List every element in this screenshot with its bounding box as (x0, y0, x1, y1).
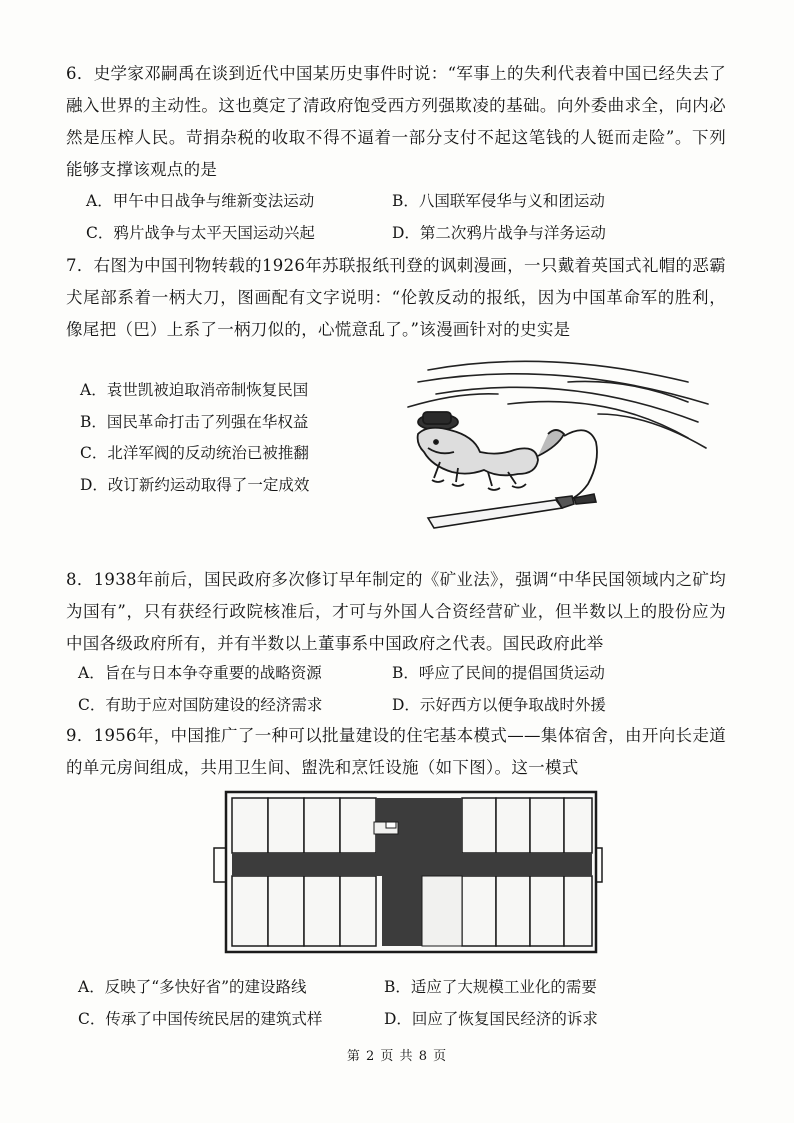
question-8-option-d: D．示好西方以便争取战时外援 (392, 696, 606, 714)
question-6-option-d: D．第二次鸦片战争与洋务运动 (392, 224, 606, 242)
question-8-option-a: A．旨在与日本争夺重要的战略资源 (78, 664, 322, 682)
question-7-option-a: A．袁世凯被迫取消帝制恢复民国 (80, 381, 309, 399)
question-9-option-c: C．传承了中国传统民居的建筑式样 (78, 1010, 323, 1028)
question-7-option-b: B．国民革命打击了列强在华权益 (80, 413, 309, 431)
question-9-option-a: A．反映了“多快好省”的建设路线 (78, 978, 307, 996)
dormitory-floor-plan (210, 788, 604, 964)
question-6-option-c: C．鸦片战争与太平天国运动兴起 (86, 224, 315, 242)
question-9-option-b: B．适应了大规模工业化的需要 (384, 978, 597, 996)
question-9-text: 9．1956年，中国推广了一种可以批量建设的住宅基本模式——集体宿舍，由开向长走道的单元房间组成，共用卫生间、盥洗和烹饪设施（如下图）。这一模式 (66, 726, 726, 777)
question-7-text: 7．右图为中国刊物转载的1926年苏联报纸刊登的讽刺漫画，一只戴着英国式礼帽的恶霸犬尾部系着一柄大刀，图画配有文字说明：“伦敦反动的报纸，因为中国革命军的胜利，像尾把（巴）上系了一柄刀似的，心慌意乱了。”该漫画针对的史实是 (66, 256, 726, 339)
question-7-option-d: D．改订新约运动取得了一定成效 (80, 476, 310, 494)
question-9-option-d: D．回应了恢复国民经济的诉求 (384, 1010, 598, 1028)
question-8-option-b: B．呼应了民间的提倡国货运动 (392, 664, 605, 682)
cartoon-illustration (388, 352, 728, 552)
question-6-text: 6．史学家邓嗣禹在谈到近代中国某历史事件时说：“军事上的失利代表着中国已经失去了融入世界的主动性。这也奠定了清政府饱受西方列强欺凌的基础。向外委曲求全，向内必然是压榨人民。苛捐杂税的收取不得不逼着一部分支付不起这笔钱的人铤而走险”。下列能够支撑该观点的是 (66, 64, 726, 179)
question-6-option-b: B．八国联军侵华与义和团运动 (392, 192, 605, 210)
question-8-text: 8．1938年前后，国民政府多次修订早年制定的《矿业法》，强调“中华民国领域内之矿均为国有”，只有获经行政院核准后，才可与外国人合资经营矿业，但半数以上的股份应为中国各级政府所有，并有半数以上董事系中国政府之代表。国民政府此举 (66, 570, 726, 653)
question-7-option-c: C．北洋军阀的反动统治已被推翻 (80, 444, 309, 462)
question-8-option-c: C．有助于应对国防建设的经济需求 (78, 696, 323, 714)
page-footer: 第 2 页 共 8 页 (346, 1049, 448, 1064)
question-6-option-a: A．甲午中日战争与维新变法运动 (86, 192, 315, 210)
